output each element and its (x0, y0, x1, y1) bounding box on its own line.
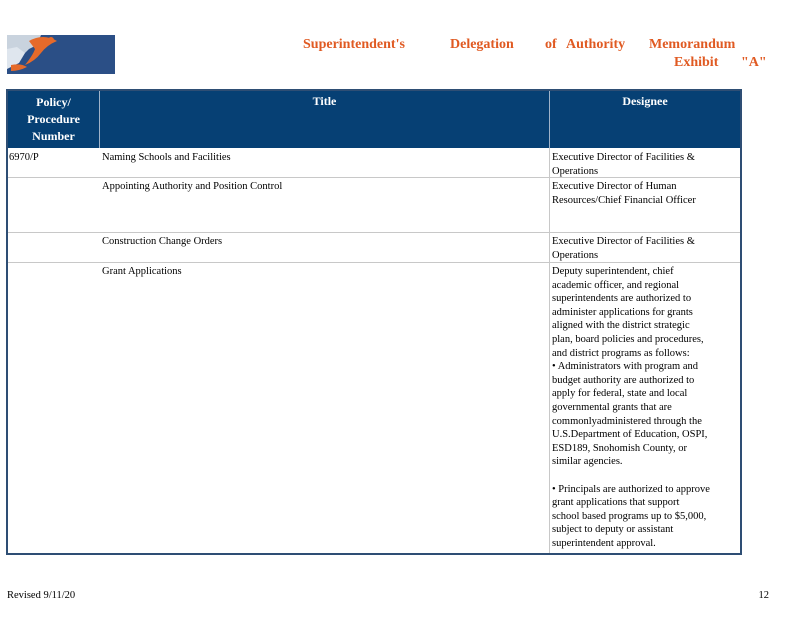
title-word: Exhibit (674, 55, 719, 70)
title-word: "A" (741, 55, 767, 70)
designee-line: • Administrators with program and (552, 361, 698, 373)
title-word: Delegation (450, 37, 514, 52)
designee-line: superintendents are authorized to (552, 293, 692, 305)
header-line: Policy/ (36, 95, 71, 109)
row-title: Construction Change Orders (102, 236, 223, 247)
designee-line: aligned with the district strategic (552, 320, 690, 332)
designee-line: • Principals are authorized to approve (552, 483, 710, 495)
title-word: Authority (566, 37, 626, 52)
designee-line: academic officer, and regional (552, 279, 680, 291)
designee-line: Operations (552, 165, 599, 177)
table-row (8, 177, 740, 232)
designee-line: similar agencies. (552, 456, 623, 468)
title-word: Superintendent's (303, 37, 405, 52)
table-row (8, 148, 740, 177)
revised-date: Revised 9/11/20 (7, 590, 76, 601)
table-row (8, 262, 740, 554)
designee-line: plan, board policies and procedures, (552, 333, 704, 345)
row-title: Appointing Authority and Position Control (102, 181, 283, 192)
header-designee: Designee (622, 94, 668, 108)
designee-line: Resources/Chief Financial Officer (552, 194, 696, 206)
header-line: Procedure (27, 112, 80, 126)
header-policy-number (8, 91, 99, 151)
row-title: Grant Applications (102, 266, 182, 277)
header-line: Number (32, 129, 75, 143)
designee-line: Operations (552, 249, 599, 261)
designee-line: budget authority are authorized to (552, 374, 695, 386)
designee-line: and district programs as follows: (552, 347, 690, 359)
row-designee (552, 180, 742, 207)
header-title: Title (312, 94, 337, 108)
designee-line: governmental grants that are (552, 401, 672, 413)
title-word: of (545, 37, 557, 52)
policy-number: 6970/P (9, 152, 39, 163)
delegation-table (6, 89, 742, 555)
page-number: 12 (758, 590, 769, 601)
designee-line: Executive Director of Facilities & (552, 152, 695, 163)
designee-line: ESD189, Snohomish County, or (552, 442, 687, 454)
table-row (8, 232, 740, 261)
row-designee (552, 235, 742, 262)
designee-line: grant applications that support (552, 497, 680, 509)
designee-line (552, 469, 742, 483)
table-header (8, 91, 740, 148)
column-divider (549, 148, 550, 553)
district-logo (7, 35, 115, 74)
designee-line: Executive Director of Facilities & (552, 236, 695, 247)
designee-line: administer applications for grants (552, 306, 693, 318)
row-designee (552, 265, 742, 550)
designee-line: superintendent approval. (552, 537, 656, 549)
row-title: Naming Schools and Facilities (102, 152, 231, 163)
designee-line: commonlyadministered through the (552, 415, 702, 427)
designee-line: Executive Director of Human (552, 181, 677, 192)
designee-line: apply for federal, state and local (552, 388, 688, 400)
title-word: Memorandum (649, 37, 736, 52)
row-designee (552, 151, 742, 178)
designee-line: U.S.Department of Education, OSPI, (552, 429, 708, 441)
designee-line: school based programs up to $5,000, (552, 510, 707, 522)
designee-line: Deputy superintendent, chief (552, 266, 674, 277)
designee-line: subject to deputy or assistant (552, 524, 674, 536)
